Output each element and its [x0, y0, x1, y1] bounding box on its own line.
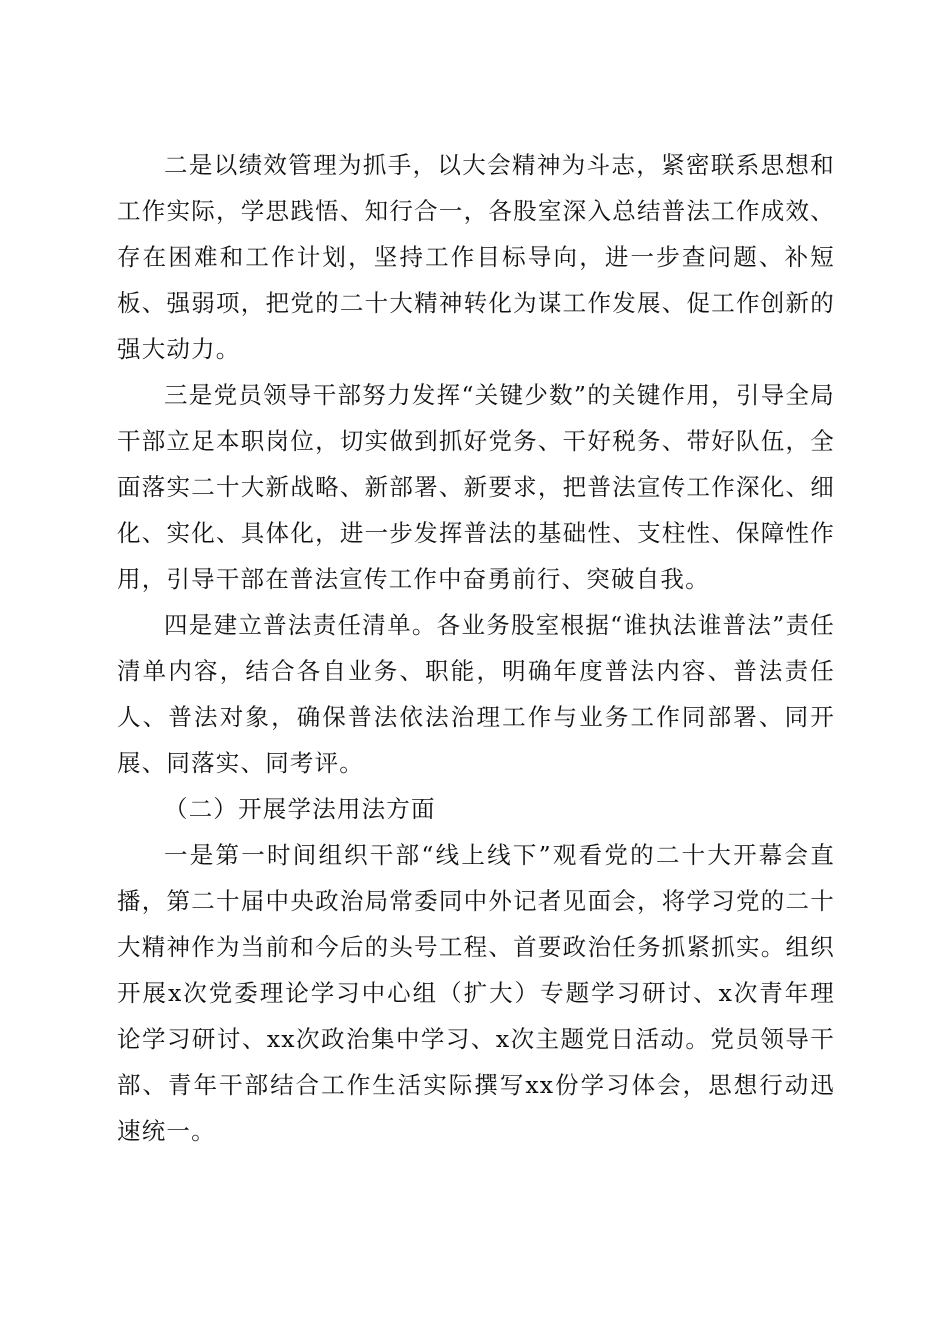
paragraph-third-point: 三是党员领导干部努力发挥“关键少数”的关键作用，引导全局干部立足本职岗位，切实做到抓好党务、干好税务、带好队伍，全面落实二十大新战略、新部署、新要求，把普法宣传工作深化、细化、实化、具体化，进一步发挥普法的基础性、支柱性、保障性作用，引导干部在普法宣传工作中奋勇前行、突破自我。 — [117, 381, 835, 593]
paragraph-fourth-point: 四是建立普法责任清单。各业务股室根据“谁执法谁普法”责任清单内容，结合各自业务、职能，明确年度普法内容、普法责任人、普法对象，确保普法依法治理工作与业务工作同部署、同开展、同落实、同考评。 — [117, 611, 835, 777]
section-heading: （二）开展学法用法方面 — [164, 795, 436, 823]
paragraph-second-point: 二是以绩效管理为抓手，以大会精神为斗志，紧密联系思想和工作实际，学思践悟、知行合一，各股室深入总结普法工作成效、存在困难和工作计划，坚持工作目标导向，进一步查问题、补短板、强弱项，把党的二十大精神转化为谋工作发展、促工作创新的强大动力。 — [117, 151, 835, 363]
paragraph-first-point-study: 一是第一时间组织干部“线上线下”观看党的二十大开幕会直播，第二十届中央政治局常委同中外记者见面会，将学习党的二十大精神作为当前和今后的头号工程、首要政治任务抓紧抓实。组织开展x次党委理论学习中心组（扩大）专题学习研讨、x次青年理论学习研讨、xx次政治集中学习、x次主题党日活动。党员领导干部、青年干部结合工作生活实际撰写xx份学习体会，思想行动迅速统一。 — [117, 841, 835, 1145]
document-page — [117, 142, 835, 1154]
